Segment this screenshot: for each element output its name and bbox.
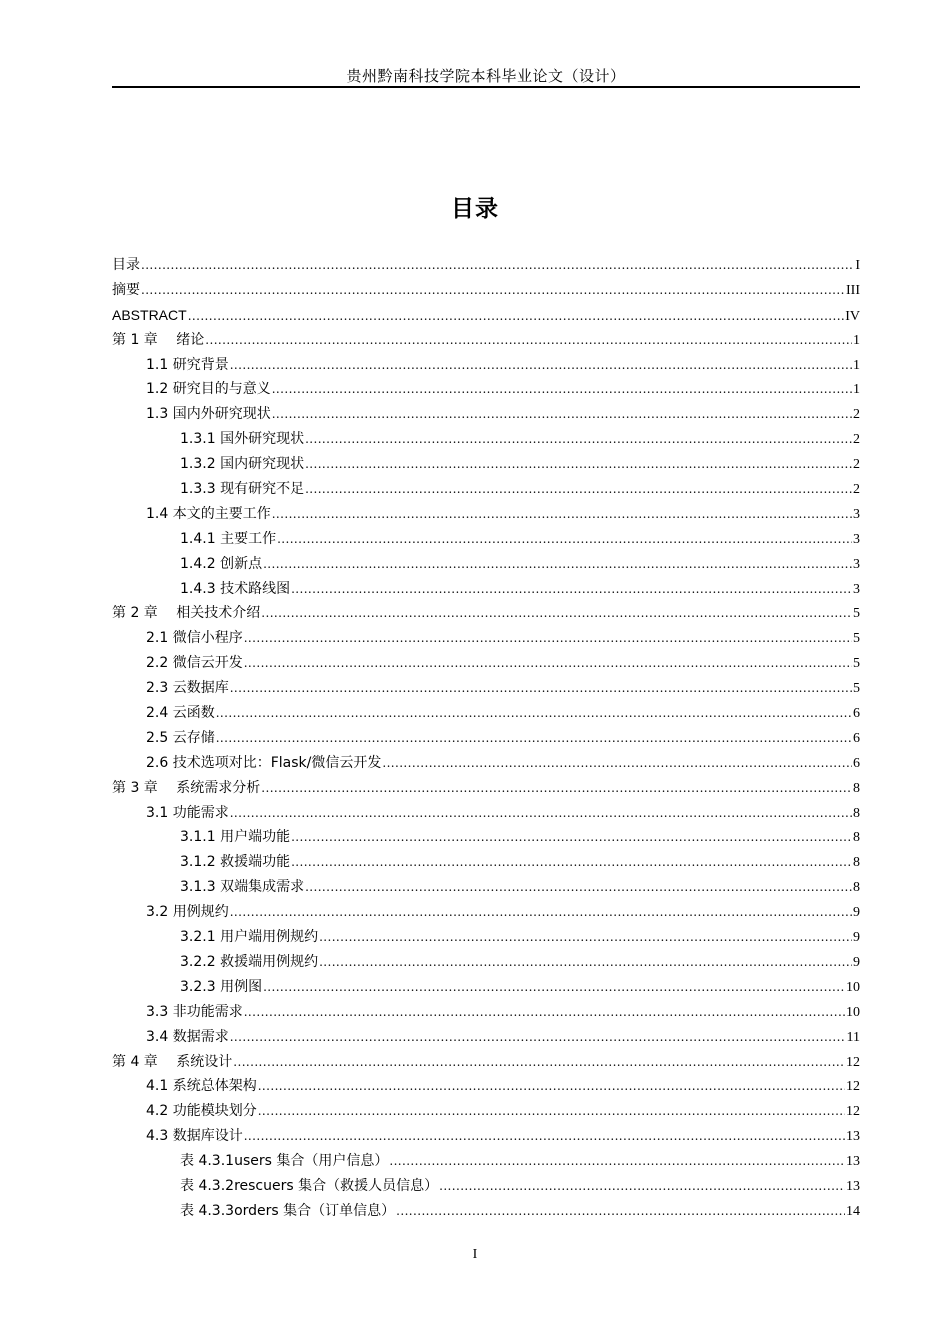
dot-leader	[230, 900, 852, 925]
toc-entry-text: 4.2 功能模块划分	[146, 1103, 257, 1120]
toc-entry-page: 12	[846, 1079, 860, 1095]
toc-entry-text: 第 4 章 系统设计	[112, 1053, 233, 1070]
toc-entry[interactable]	[112, 850, 860, 875]
toc-entry-page: 2	[853, 457, 860, 473]
toc-entry-text: 表 4.3.1users 集合（用户信息）	[180, 1153, 389, 1170]
dot-leader	[141, 278, 845, 303]
toc-entry[interactable]	[112, 1174, 860, 1199]
dot-leader	[305, 875, 852, 900]
toc-entry-page: 12	[846, 1104, 860, 1120]
dot-leader	[319, 925, 852, 950]
toc-entry[interactable]	[112, 801, 860, 826]
toc-entry[interactable]	[112, 676, 860, 701]
toc-entry-page: 8	[853, 880, 860, 896]
dot-leader	[230, 801, 852, 826]
dot-leader	[305, 477, 852, 502]
dot-leader	[261, 601, 852, 626]
toc-title: 目录	[451, 196, 499, 222]
dot-leader	[291, 577, 852, 602]
toc-entry[interactable]	[112, 1099, 860, 1124]
dot-leader	[305, 452, 852, 477]
toc-entry[interactable]	[112, 552, 860, 577]
dot-leader	[263, 552, 852, 577]
toc-entry-page: 1	[853, 382, 860, 398]
toc-entry-text: 1.4.2 创新点	[180, 555, 263, 572]
toc-entry-text: 1.2 研究目的与意义	[146, 381, 271, 398]
toc-entry-page: 13	[846, 1129, 860, 1145]
toc-entry[interactable]	[112, 776, 860, 801]
toc-entry-text: 1.1 研究背景	[146, 356, 229, 373]
toc-entry-text: 3.2.1 用户端用例规约	[180, 929, 319, 946]
dot-leader	[244, 651, 852, 676]
toc-entry[interactable]	[112, 253, 860, 278]
page-number: I	[472, 1247, 478, 1262]
toc-entry-text: 4.3 数据库设计	[146, 1128, 243, 1145]
dot-leader	[205, 328, 852, 353]
toc-entry[interactable]	[112, 502, 860, 527]
toc-entry-page: I	[855, 258, 860, 273]
dot-leader	[258, 1074, 845, 1099]
dot-leader	[230, 1025, 846, 1050]
toc-entry-text: 3.1.1 用户端功能	[180, 829, 291, 846]
toc-entry[interactable]	[112, 278, 860, 303]
toc-entry-page: 9	[853, 930, 860, 946]
toc-entry[interactable]	[112, 377, 860, 402]
toc-entry[interactable]	[112, 402, 860, 427]
dot-leader	[263, 975, 845, 1000]
dot-leader	[291, 825, 852, 850]
toc-entry[interactable]	[112, 353, 860, 378]
toc-entry-text: 第 3 章 系统需求分析	[112, 779, 261, 796]
dot-leader	[396, 1199, 845, 1224]
toc-entry-page: IV	[845, 308, 860, 324]
dot-leader	[439, 1174, 845, 1199]
toc-entry-text: 3.4 数据需求	[146, 1028, 229, 1045]
dot-leader	[272, 502, 852, 527]
toc-entry-text: 1.4.1 主要工作	[180, 530, 277, 547]
toc-entry-page: 6	[853, 730, 860, 746]
toc-entry[interactable]	[112, 950, 860, 975]
toc-entry-page: 10	[846, 979, 860, 995]
toc-entry-page: 9	[853, 905, 860, 921]
toc-entry-text: 2.4 云函数	[146, 705, 215, 722]
toc-entry-text: 1.3 国内外研究现状	[146, 406, 271, 423]
toc-entry[interactable]	[112, 1199, 860, 1224]
dot-leader	[272, 377, 852, 402]
toc-entry-page: III	[846, 282, 860, 298]
dot-leader	[277, 527, 852, 552]
toc-entry-page: 13	[846, 1178, 860, 1194]
toc-entry-text: 2.1 微信小程序	[146, 630, 243, 647]
toc-entry[interactable]	[112, 825, 860, 850]
toc-entry-text: 3.1.3 双端集成需求	[180, 879, 305, 896]
dot-leader	[244, 1124, 845, 1149]
toc-entry[interactable]	[112, 1074, 860, 1099]
toc-entry-page: 13	[846, 1154, 860, 1170]
toc-entry-text: 3.3 非功能需求	[146, 1003, 243, 1020]
toc-entry-page: 2	[853, 407, 860, 423]
toc-entry-text: 1.3.2 国内研究现状	[180, 456, 305, 473]
toc-entry[interactable]	[112, 726, 860, 751]
toc-entry-text: 2.5 云存储	[146, 729, 215, 746]
toc-entry-text: 2.6 技术选项对比：Flask/微信云开发	[146, 754, 382, 771]
toc-entry-page: 9	[853, 954, 860, 970]
dot-leader	[261, 776, 852, 801]
dot-leader	[382, 751, 852, 776]
dot-leader	[230, 353, 852, 378]
toc-entry-text: 3.1 功能需求	[146, 804, 229, 821]
dot-leader	[233, 1050, 845, 1075]
toc-entry-page: 14	[846, 1203, 860, 1219]
toc-entry-page: 3	[853, 581, 860, 597]
toc-entry-page: 1	[853, 357, 860, 373]
toc-entry[interactable]	[112, 1149, 860, 1174]
toc-entry[interactable]	[112, 751, 860, 776]
dot-leader	[188, 304, 845, 329]
toc-entry[interactable]	[112, 925, 860, 950]
toc-entry[interactable]	[112, 1050, 860, 1075]
toc-entry-page: 8	[853, 805, 860, 821]
toc-entry-page: 10	[846, 1004, 860, 1020]
running-header: 贵州黔南科技学院本科毕业论文（设计）	[346, 67, 626, 85]
dot-leader	[230, 676, 852, 701]
toc-entry-page: 1	[853, 332, 860, 348]
toc-entry-text: 第 2 章 相关技术介绍	[112, 605, 261, 622]
toc-entry[interactable]	[112, 701, 860, 726]
toc-entry-text: 1.3.3 现有研究不足	[180, 481, 305, 498]
header-rule	[112, 86, 860, 88]
toc-entry[interactable]	[112, 577, 860, 602]
toc-entry[interactable]	[112, 452, 860, 477]
toc-entry-page: 3	[853, 531, 860, 547]
toc-entry[interactable]	[112, 1025, 860, 1050]
toc-entry[interactable]	[112, 975, 860, 1000]
toc-entry-page: 2	[853, 482, 860, 498]
toc-entry-page: 3	[853, 506, 860, 522]
toc-entry-page: 2	[853, 432, 860, 448]
toc-entry[interactable]	[112, 651, 860, 676]
toc-entry-text: 3.2 用例规约	[146, 904, 229, 921]
toc-entry-page: 12	[846, 1054, 860, 1070]
toc-entry-text: 第 1 章 绪论	[112, 331, 205, 348]
toc-entry[interactable]	[112, 1124, 860, 1149]
toc-entry[interactable]	[112, 875, 860, 900]
toc-entry[interactable]	[112, 527, 860, 552]
toc-entry-page: 8	[853, 830, 860, 846]
toc-entry-page: 11	[846, 1029, 860, 1045]
toc-entry-page: 5	[853, 681, 860, 697]
dot-leader	[244, 1000, 845, 1025]
toc-entry[interactable]	[112, 900, 860, 925]
dot-leader	[141, 253, 854, 278]
toc-entry[interactable]	[112, 601, 860, 626]
toc-entry-page: 8	[853, 780, 860, 796]
dot-leader	[291, 850, 852, 875]
dot-leader	[389, 1149, 845, 1174]
table-of-contents	[112, 253, 860, 1224]
toc-entry[interactable]	[112, 427, 860, 452]
toc-entry[interactable]	[112, 477, 860, 502]
toc-entry[interactable]	[112, 303, 860, 328]
dot-leader	[319, 950, 852, 975]
toc-entry-text: 1.4.3 技术路线图	[180, 580, 291, 597]
toc-entry-text: 2.3 云数据库	[146, 680, 229, 697]
dot-leader	[244, 626, 852, 651]
toc-entry-text: 3.1.2 救援端功能	[180, 854, 291, 871]
toc-entry-page: 8	[853, 855, 860, 871]
toc-entry-text: 1.3.1 国外研究现状	[180, 431, 305, 448]
toc-entry-text: 2.2 微信云开发	[146, 655, 243, 672]
toc-entry-page: 5	[853, 606, 860, 622]
toc-entry-text: 表 4.3.3orders 集合（订单信息）	[180, 1202, 396, 1219]
toc-entry-page: 5	[853, 656, 860, 672]
toc-entry-page: 5	[853, 631, 860, 647]
dot-leader	[258, 1099, 845, 1124]
toc-entry-text: 3.2.2 救援端用例规约	[180, 953, 319, 970]
toc-entry-text: ABSTRACT	[112, 306, 187, 323]
toc-entry-page: 3	[853, 556, 860, 572]
toc-entry-text: 4.1 系统总体架构	[146, 1078, 257, 1095]
toc-entry[interactable]	[112, 328, 860, 353]
toc-entry-text: 摘要	[112, 281, 140, 298]
toc-entry-text: 目录	[112, 257, 140, 273]
dot-leader	[216, 726, 852, 751]
toc-entry-text: 表 4.3.2rescuers 集合（救援人员信息）	[180, 1177, 439, 1194]
toc-entry-text: 3.2.3 用例图	[180, 978, 263, 995]
dot-leader	[216, 701, 852, 726]
toc-entry-page: 6	[853, 755, 860, 771]
toc-entry-text: 1.4 本文的主要工作	[146, 505, 271, 522]
toc-entry[interactable]	[112, 626, 860, 651]
dot-leader	[272, 402, 852, 427]
toc-entry-page: 6	[853, 706, 860, 722]
dot-leader	[305, 427, 852, 452]
toc-entry[interactable]	[112, 1000, 860, 1025]
